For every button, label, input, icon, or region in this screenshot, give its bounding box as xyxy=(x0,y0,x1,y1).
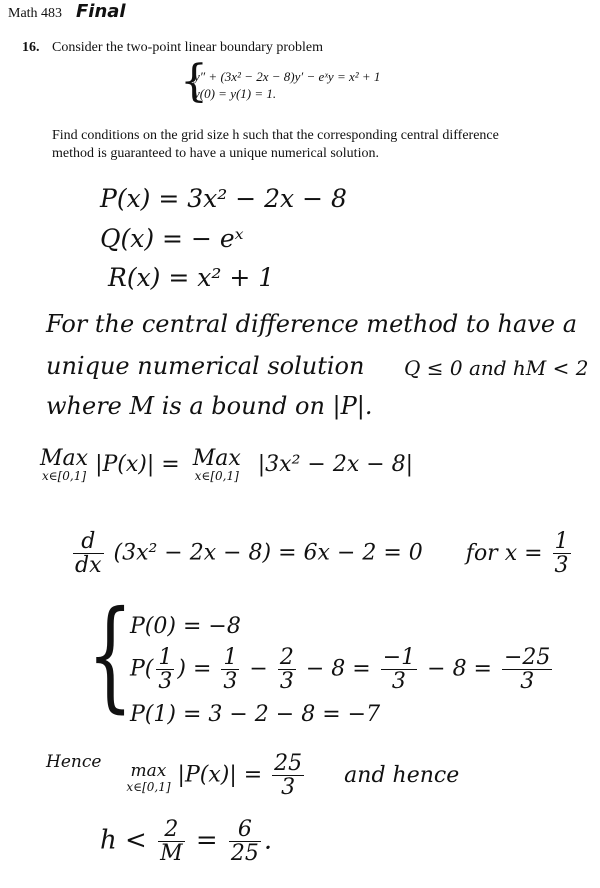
max-domain-left: x∈[0,1] xyxy=(41,469,87,483)
derivative-line xyxy=(70,530,574,577)
max-label: Max xyxy=(40,446,89,471)
max-label-right: Max xyxy=(192,446,241,471)
problem-intro: Consider the two-point linear boundary problem xyxy=(52,40,323,55)
two-over-M: $\frac{2}{M}$ xyxy=(160,817,183,867)
P-at-1: P(1) = 3 − 2 − 8 = −7 xyxy=(130,702,381,727)
P-definition: P(x) = 3x² − 2x − 8 xyxy=(100,184,347,213)
statement-line-3: where M is a bound on |P|. xyxy=(46,392,373,420)
max-operator-left xyxy=(40,448,88,482)
statement-condition: Q ≤ 0 and hM < 2 xyxy=(404,356,589,380)
six-over-25: $\frac{6}{25}$ xyxy=(230,817,259,867)
evaluation-brace: { xyxy=(87,586,134,725)
and-hence: and hence xyxy=(344,762,460,788)
course-label: Math 483 xyxy=(8,6,63,21)
P-at-0: P(0) = −8 xyxy=(130,614,241,639)
hence-line xyxy=(46,752,459,799)
hence-word: Hence xyxy=(46,752,102,772)
R-definition: R(x) = x² + 1 xyxy=(108,263,275,292)
hence-lhs: |P(x)| = xyxy=(177,762,263,788)
exam-title: Final xyxy=(76,1,126,22)
derivative-for: for x = xyxy=(465,540,543,566)
max-expression xyxy=(40,448,413,482)
max-domain-right: x∈[0,1] xyxy=(194,469,239,483)
task-line-1: Find conditions on the grid size h such that the corresponding central difference xyxy=(52,128,499,143)
h-bound: h < $\frac{2}{M}$ = $\frac{6}{25}$ . xyxy=(100,817,273,867)
statement-line-2: unique numerical solution xyxy=(46,352,365,380)
max-lhs: |P(x)| = xyxy=(95,452,180,477)
bvp-system xyxy=(194,68,380,102)
d-dx-fraction: $\frac{d}{dx}$ xyxy=(75,529,102,579)
problem-number: 16. xyxy=(22,40,40,55)
hence-max-operator: max x∈[0,1] xyxy=(126,760,171,794)
critical-point-fraction: $\frac{1}{3}$ xyxy=(554,529,569,579)
Q-definition: Q(x) = − eˣ xyxy=(100,224,244,253)
max-operator-right xyxy=(193,448,241,482)
derivative-expression: (3x² − 2x − 8) = 6x − 2 = 0 xyxy=(113,540,423,566)
hence-bound-fraction: $\frac{25}{3}$ xyxy=(274,751,303,801)
task-line-2: method is guaranteed to have a unique numerical solution. xyxy=(52,146,379,161)
system-brace: { xyxy=(180,56,208,107)
max-rhs: |3x² − 2x − 8| xyxy=(257,452,414,477)
P-at-one-third: P( $\frac{1}{3}$ ) = $\frac{1}{3}$ − $\frac{2}{3}$ − 8 = $\frac{-1}{3}$ − 8 = $\frac{-25}{3}$ xyxy=(130,645,551,695)
statement-line-1: For the central difference method to have a xyxy=(46,310,577,338)
bvp-boundary: y(0) = y(1) = 1. xyxy=(194,86,277,101)
bvp-equation: y″ + (3x² − 2x − 8)y′ − eˣy = x² + 1 xyxy=(194,69,381,84)
